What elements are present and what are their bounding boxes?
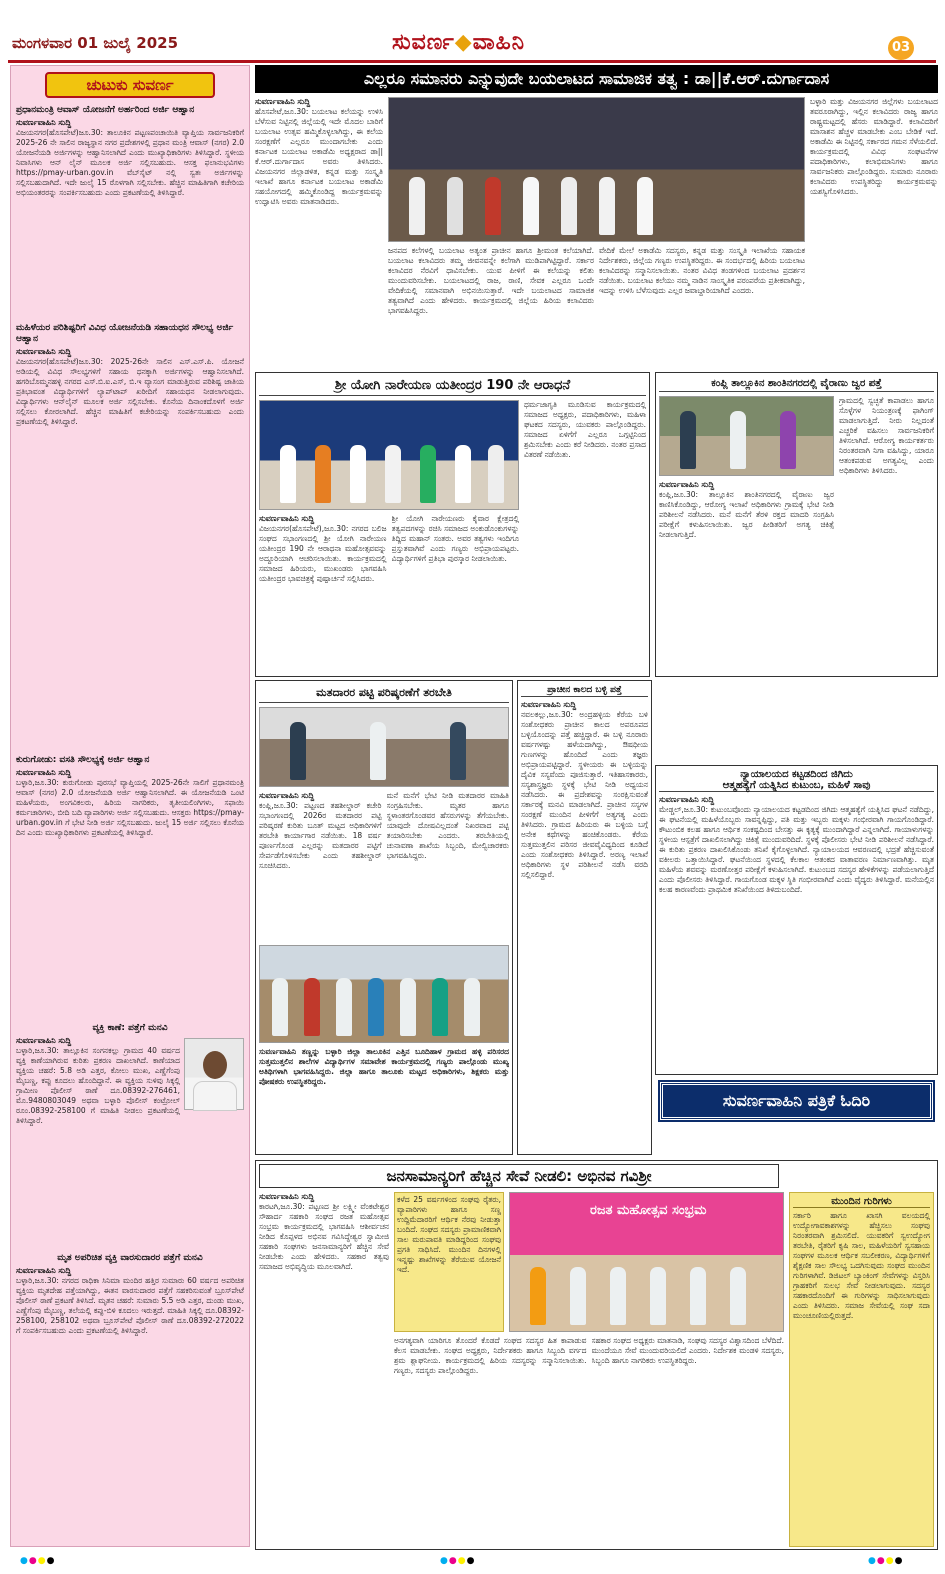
brief-unidentified-body bbox=[11, 1250, 249, 1540]
black-dot-icon: ● bbox=[894, 1556, 904, 1566]
logo-left: ಸುವರ್ಣ bbox=[392, 30, 455, 55]
matadara-text-1: ಕಂಪ್ಲಿ,ಜೂ.30: ಪಟ್ಟಣದ ತಹಶೀಲ್ದಾರ್ ಕಚೇರಿ ಸಭಾಂಗಣದಲ್ಲಿ 2026ರ ಮತದಾರರ ಪಟ್ಟಿ ಪರಿಷ್ಕರಣೆ ಕುರಿತು ಬೂತ್ ಮಟ್ಟದ ಅಧಿಕಾರಿಗಳಿಗೆ ತರಬೇತಿ ಕಾರ್ಯಾಗಾರ ನಡೆಯಿತು. 18 ವರ್ಷ ಪೂರ್ಣಗೊಂಡ ಎಲ್ಲರನ್ನು ಮತದಾರರ ಪಟ್ಟಿಗೆ ಸೇರ್ಪಡೆಗೊಳಿಸಬೇಕು ಎಂದು ತಹಶೀಲ್ದಾರ್ ಸೂಚಿಸಿದರು. bbox=[259, 801, 382, 870]
matadara-headline: ಮತದಾರರ ಪಟ್ಟಿ ಪರಿಷ್ಕರಣೆಗೆ ತರಬೇತಿ bbox=[259, 684, 509, 703]
brief-headline: ಮಹಿಳೆಯರ ಪರಿಶಿಷ್ಟರಿಗೆ ವಿವಿಧ ಯೋಜನೆಯಡಿ ಸಹಾಯಧನ ಸೌಲಭ್ಯ ಅರ್ಜಿ ಆಹ್ವಾನ bbox=[16, 323, 234, 344]
yogi-article bbox=[255, 372, 650, 677]
logo-separator-icon: ◆ bbox=[454, 30, 473, 55]
brief-source: ಸುವರ್ಣವಾಹಿನಿ ಸುದ್ದಿ bbox=[16, 347, 72, 356]
abhinava-text-2: ಕಳೆದ 25 ವರ್ಷಗಳಿಂದ ಸಂಘವು ರೈತರು, ವ್ಯಾಪಾರಿಗಳು ಹಾಗೂ ಸಣ್ಣ ಉದ್ದಿಮೆದಾರರಿಗೆ ಆರ್ಥಿಕ ನೆರವು ನೀಡುತ್ತಾ ಬಂದಿದೆ. ಸಂಘದ ಸದಸ್ಯರು ಪ್ರಾಮಾಣಿಕವಾಗಿ ಸಾಲ ಮರುಪಾವತಿ ಮಾಡಿದ್ದರಿಂದ ಸಂಘವು ಪ್ರಗತಿ ಸಾಧಿಸಿದೆ. ಮುಂದಿನ ದಿನಗಳಲ್ಲಿ ಇನ್ನಷ್ಟು ಶಾಖೆಗಳನ್ನು ತೆರೆಯುವ ಯೋಜನೆ ಇದೆ. bbox=[394, 1192, 504, 1332]
magenta-dot-icon: ● bbox=[28, 1556, 38, 1566]
abhinava-text-4: ಸಹಕಾರ ಸಂಘದ ಅಧ್ಯಕ್ಷರು ಮಾತನಾಡಿ, ಸಂಘವು ಸದಸ್ಯರ ವಿಶ್ವಾಸದಿಂದ ಬೆಳೆದಿದೆ. ಮುಂದೆಯೂ ಸೇವೆ ಮುಂದುವರಿಯಲಿದೆ ಎಂದರು. ನಿರ್ದೇಶಕ ಮಂಡಳಿ ಸದಸ್ಯರು, ಸಿಬ್ಬಂದಿ ಹಾಗೂ ನಾಗರಿಕರು ಉಪಸ್ಥಿತರಿದ್ದರು. bbox=[591, 1336, 784, 1365]
court-headline-2: ಆತ್ಮಹತ್ಯೆಗೆ ಯತ್ನಿಸಿದ ಕುಟುಂಬ, ಮಹಿಳೆ ಸಾವು bbox=[659, 780, 934, 792]
brief-body: ಬಳ್ಳಾರಿ,ಜೂ.30: ತಾಲ್ಲೂಕಿನ ಸಂಗನಕಲ್ಲು ಗ್ರಾಮದ 40 ವರ್ಷದ ವ್ಯಕ್ತಿ ಕಾಣೆಯಾಗಿರುವ ಕುರಿತು ಪ್ರಕರಣ ದಾಖಲಾಗಿದೆ. ಕಾಣೆಯಾದ ವ್ಯಕ್ತಿಯ ಚಹರೆ: 5.8 ಅಡಿ ಎತ್ತರ, ಕೋಲು ಮುಖ, ಎಣ್ಣೆಗೆಂಪು ಮೈಬಣ್ಣ, ಕಪ್ಪು ಕೂದಲು ಹೊಂದಿದ್ದಾನೆ. ಈ ವ್ಯಕ್ತಿಯ ಸುಳಿವು ಸಿಕ್ಕಲ್ಲಿ ಗ್ರಾಮೀಣ ಪೊಲೀಸ್ ಠಾಣೆ ದೂ.08392-276461, ಮೊ.9480803049 ಅಥವಾ ಬಳ್ಳಾರಿ ಪೊಲೀಸ್ ಕಂಟ್ರೋಲ್ ರೂಂ.08392-258100 ಗೆ ಮಾಹಿತಿ ನೀಡಲು ಪ್ರಕಟಣೆಯಲ್ಲಿ ತಿಳಿಸಿದ್ದಾರೆ. bbox=[16, 1046, 180, 1125]
brief-body: ವಿಜಯನಗರ(ಹೊಸಪೇಟೆ)ಜೂ.30: 2025-26ನೇ ಸಾಲಿನ ಎಸ್.ಎಸ್.ಪಿ. ಯೋಜನೆ ಅಡಿಯಲ್ಲಿ ವಿವಿಧ ಸೌಲಭ್ಯಗಳಿಗೆ ಸಹಾಯ ಧನಕ್ಕಾಗಿ ಅರ್ಜಿಗಳನ್ನು ಆಹ್ವಾನಿಸಲಾಗಿದೆ. ಹಗರಿಬೊಮ್ಮನಹಳ್ಳಿ ನಗರದ ಎಸ್.ಬಿ.ಐ.ಎಸ್, ಬಿ.ಇ ವ್ಯಾಸಂಗ ಮಾಡುತ್ತಿರುವ ಪರಿಶಿಷ್ಟ ಜಾತಿಯ ಪ್ರತಿಭಾವಂತ ವಿದ್ಯಾರ್ಥಿಗಳಿಗೆ ಲ್ಯಾಪ್‌ಟಾಪ್ ಖರೀದಿಗೆ ಸಹಾಯಧನ ನೀಡಲಾಗುವುದು. ವಿದ್ಯಾರ್ಥಿಗಳು ಆನ್‌ಲೈನ್ ಮೂಲಕ ಅರ್ಜಿ ಸಲ್ಲಿಸಬೇಕು. ಕೊನೆಯ ದಿನಾಂಕದೊಳಗೆ ಅರ್ಜಿ ಸಲ್ಲಿಸಲು ಕೋರಲಾಗಿದೆ. ಹೆಚ್ಚಿನ ಮಾಹಿತಿಗೆ ಕಚೇರಿಯನ್ನು ಸಂಪರ್ಕಿಸಬಹುದು ಎಂದು ಪ್ರಕಟಣೆಯಲ್ಲಿ ತಿಳಿಸಿದ್ದಾರೆ. bbox=[16, 357, 244, 426]
health-camp-scene bbox=[660, 397, 833, 475]
lead-lower-cols bbox=[388, 246, 805, 365]
yogi-photo bbox=[259, 400, 519, 510]
brief-scholarship bbox=[11, 320, 249, 752]
yogi-text-3: ಧರ್ಮಜಾಗೃತಿ ಮೂಡಿಸುವ ಕಾರ್ಯಕ್ರಮದಲ್ಲಿ ಸಮಾಜದ ಅಧ್ಯಕ್ಷರು, ಪದಾಧಿಕಾರಿಗಳು, ಮಹಿಳಾ ಘಟಕದ ಸದಸ್ಯರು, ಯುವಕರು ಪಾಲ್ಗೊಂಡಿದ್ದರು. ಸಮಾಜದ ಏಳಿಗೆಗೆ ಎಲ್ಲರೂ ಒಗ್ಗಟ್ಟಿನಿಂದ ಶ್ರಮಿಸಬೇಕು ಎಂದು ಕರೆ ನೀಡಿದರು. ನಂತರ ಪ್ರಸಾದ ವಿತರಣೆ ನಡೆಯಿತು. bbox=[524, 400, 646, 459]
read-paper-ad: ಸುವರ್ಣವಾಹಿನಿ ಪತ್ರಿಕೆ ಓದಿರಿ bbox=[660, 1082, 933, 1120]
person-figure bbox=[570, 1267, 586, 1325]
brief-source: ಸುವರ್ಣವಾಹಿನಿ ಸುದ್ದಿ bbox=[16, 768, 72, 777]
masthead-rule bbox=[8, 60, 936, 63]
yellow-dot-icon: ● bbox=[37, 1556, 47, 1566]
person-figure bbox=[272, 978, 288, 1036]
black-dot-icon: ● bbox=[466, 1556, 476, 1566]
abhinava-mid bbox=[394, 1192, 784, 1547]
person-figure bbox=[315, 445, 331, 503]
yellow-dot-icon: ● bbox=[457, 1556, 467, 1566]
kampli-text-2: ಗ್ರಾಮದಲ್ಲಿ ಸ್ವಚ್ಛತೆ ಕಾಪಾಡಲು ಹಾಗೂ ಸೊಳ್ಳೆಗಳ ನಿಯಂತ್ರಣಕ್ಕೆ ಫಾಗಿಂಗ್ ಮಾಡಲಾಗುತ್ತಿದೆ. ನೀರು ನಿಲ್ಲದಂತೆ ಎಚ್ಚರಿಕೆ ವಹಿಸಲು ಸಾರ್ವಜನಿಕರಿಗೆ ತಿಳಿಸಲಾಗಿದೆ. ಆರೋಗ್ಯ ಕಾರ್ಯಕರ್ತರು ನಿರಂತರವಾಗಿ ನಿಗಾ ವಹಿಸಿದ್ದು, ಯಾರೂ ಆತಂಕಪಡುವ ಅಗತ್ಯವಿಲ್ಲ ಎಂದು ಅಧಿಕಾರಿಗಳು ತಿಳಿಸಿದರು. bbox=[839, 396, 934, 475]
lead-body bbox=[255, 97, 938, 365]
brief-source: ಸುವರ್ಣವಾಹಿನಿ ಸುದ್ದಿ bbox=[16, 118, 72, 127]
brief-missing-person bbox=[11, 1020, 249, 1250]
brief-headline: ಪ್ರಧಾನಮಂತ್ರಿ ಆವಾಸ್ ಯೋಜನೆಗೆ ಅರ್ಹರಿಂದ ಅರ್ಜಿ ಆಹ್ವಾನ bbox=[16, 105, 195, 115]
person-figure bbox=[488, 445, 504, 503]
black-dot-icon: ● bbox=[46, 1556, 56, 1566]
lead-photo-and-cols bbox=[388, 97, 805, 365]
person-figure bbox=[409, 177, 425, 235]
person-figure bbox=[599, 177, 615, 235]
cyan-dot-icon: ● bbox=[20, 1556, 29, 1566]
abhinava-dateline: ಸುವರ್ಣವಾಹಿನಿ ಸುದ್ದಿ bbox=[259, 1192, 315, 1201]
yogi-lower-cols bbox=[259, 514, 519, 670]
yogi-text-2: ಶ್ರೀ ಯೋಗಿ ನಾರೇಯಣರು ಕೈವಾರ ಕ್ಷೇತ್ರದಲ್ಲಿ ತತ್ವಪದಗಳನ್ನು ರಚಿಸಿ ಸಮಾಜದ ಅಂಕುಡೊಂಕುಗಳನ್ನು ತಿದ್ದಿದ ಮಹಾನ್ ಸಂತರು. ಅವರ ತತ್ವಗಳು ಇಂದಿಗೂ ಪ್ರಸ್ತುತವಾಗಿವೆ ಎಂದು ಗಣ್ಯರು ಅಭಿಪ್ರಾಯಪಟ್ಟರು. ವಿದ್ಯಾರ್ಥಿಗಳಿಗೆ ಪ್ರತಿಭಾ ಪುರಸ್ಕಾರ ನೀಡಲಾಯಿತು. bbox=[391, 514, 519, 563]
lead-text-1: ಹೊಸಪೇಟೆ,ಜೂ.30: ಬಯಲಾಟ ಕಲೆಯನ್ನು ಉಳಿಸಿ ಬೆಳೆಸುವ ನಿಟ್ಟಿನಲ್ಲಿ ಜಿಲ್ಲೆಯಲ್ಲಿ ಇದೇ ಮೊದಲ ಬಾರಿಗೆ ಬಯಲಾಟ ಉತ್ಸವ ಹಮ್ಮಿಕೊಳ್ಳಲಾಗಿದ್ದು, ಈ ಕಲೆಯ ಸಂರಕ್ಷಣೆಗೆ ಎಲ್ಲರೂ ಮುಂದಾಗಬೇಕು ಎಂದು ಕರ್ನಾಟಕ ಬಯಲಾಟ ಅಕಾಡೆಮಿ ಅಧ್ಯಕ್ಷರಾದ ಡಾ||ಕೆ.ಆರ್.ದುರ್ಗಾದಾಸ ಅವರು ತಿಳಿಸಿದರು. ವಿಜಯನಗರ ಜಿಲ್ಲಾಡಳಿತ, ಕನ್ನಡ ಮತ್ತು ಸಂಸ್ಕೃತಿ ಇಲಾಖೆ ಹಾಗೂ ಕರ್ನಾಟಕ ಬಯಲಾಟ ಅಕಾಡೆಮಿ ಸಹಯೋಗದಲ್ಲಿ ಹಮ್ಮಿಕೊಂಡಿದ್ದ ಕಾರ್ಯಕ್ರಮವನ್ನು ಉದ್ಘಾಟಿಸಿ ಅವರು ಮಾತನಾಡಿದರು. bbox=[255, 107, 383, 206]
kampli-col-1 bbox=[659, 480, 834, 666]
person-figure bbox=[280, 445, 296, 503]
balli-dateline: ಸುವರ್ಣವಾಹಿನಿ ಸುದ್ದಿ bbox=[521, 700, 577, 709]
brief-headline: ಮೃತ ಅಪರಿಚಿತ ವ್ಯಕ್ತಿ ವಾರಸುದಾರರ ಪತ್ತೆಗೆ ಮನವಿ bbox=[57, 1253, 203, 1263]
person-figure bbox=[447, 177, 463, 235]
abhinava-text-1: ಕಾರಟಗಿ,ಜೂ.30: ಪಟ್ಟಣದ ಶ್ರೀ ಲಕ್ಷ್ಮೀ ವೆಂಕಟೇಶ್ವರ ಸೌಹಾರ್ದ ಸಹಕಾರಿ ಸಂಘದ ರಜತ ಮಹೋತ್ಸವ ಸಂಭ್ರಮ ಕಾರ್ಯಕ್ರಮದಲ್ಲಿ ಭಾಗವಹಿಸಿ ಆಶೀರ್ವಚನ ನೀಡಿದ ಕೊಪ್ಪಳದ ಅಭಿನವ ಗವಿಸಿದ್ಧೇಶ್ವರ ಸ್ವಾಮೀಜಿ ಸಹಕಾರಿ ಸಂಘಗಳು ಜನಸಾಮಾನ್ಯರಿಗೆ ಹೆಚ್ಚಿನ ಸೇವೆ ನೀಡಬೇಕು ಎಂದು ಹೇಳಿದರು. ಸಹಕಾರ ತತ್ವವು ಸಮಾಜದ ಅಭಿವೃದ್ಧಿಯ ಮೂಲವಾಗಿದೆ. bbox=[259, 1202, 389, 1271]
lead-text-3: ವೇದಿಕೆ ಮೇಲೆ ಅಕಾಡೆಮಿ ಸದಸ್ಯರು, ಕನ್ನಡ ಮತ್ತು ಸಂಸ್ಕೃತಿ ಇಲಾಖೆಯ ಸಹಾಯಕ ನಿರ್ದೇಶಕರು, ಜಿಲ್ಲೆಯ ಗಣ್ಯರು ಉಪಸ್ಥಿತರಿದ್ದರು. ಈ ಸಂದರ್ಭದಲ್ಲಿ ಹಿರಿಯ ಬಯಲಾಟ ಕಲಾವಿದರನ್ನು ಸನ್ಮಾನಿಸಲಾಯಿತು. ನಂತರ ವಿವಿಧ ತಂಡಗಳಿಂದ ಬಯಲಾಟ ಪ್ರದರ್ಶನ ನಡೆಯಿತು. ಬಯಲಾಟ ಕಲೆಯು ನಮ್ಮ ನಾಡಿನ ಸಾಂಸ್ಕೃತಿಕ ಪರಂಪರೆಯ ಪ್ರತೀಕವಾಗಿದ್ದು, ಇದನ್ನು ಉಳಿಸಿ ಬೆಳೆಸುವುದು ಎಲ್ಲರ ಜವಾಬ್ದಾರಿಯಾಗಿದೆ ಎಂದರು. bbox=[599, 246, 805, 295]
person-figure bbox=[780, 411, 796, 469]
mundina-box bbox=[789, 1192, 934, 1547]
yogi-dateline: ಸುವರ್ಣವಾಹಿನಿ ಸುದ್ದಿ bbox=[259, 514, 315, 523]
person-shirt-icon bbox=[193, 1081, 237, 1111]
court-headline: ನ್ಯಾಯಾಲಯದ ಕಟ್ಟಡದಿಂದ ಜಿಗಿದು bbox=[740, 769, 853, 780]
registration-marks-right bbox=[868, 1556, 903, 1566]
cyan-dot-icon: ● bbox=[440, 1556, 449, 1566]
kampli-photo bbox=[659, 396, 834, 476]
kampli-dateline: ಸುವರ್ಣವಾಹಿನಿ ಸುದ್ದಿ bbox=[659, 480, 715, 489]
person-figure bbox=[350, 445, 366, 503]
abhinava-headline: ಜನಸಾಮಾನ್ಯರಿಗೆ ಹೆಚ್ಚಿನ ಸೇವೆ ನೀಡಲಿ: ಅಭಿನವ ಗವಿಶ್ರೀ bbox=[259, 1164, 779, 1188]
person-figure bbox=[690, 1267, 706, 1325]
kampli-photo-and-col bbox=[659, 396, 834, 666]
person-figure bbox=[530, 1267, 546, 1325]
issue-date: ಮಂಗಳವಾರ 01 ಜುಲೈ 2025 bbox=[12, 34, 179, 52]
magenta-dot-icon: ● bbox=[448, 1556, 458, 1566]
abhinava-col-1 bbox=[259, 1192, 389, 1547]
balli-col bbox=[521, 700, 648, 1150]
person-figure bbox=[637, 177, 653, 235]
kampli-article bbox=[655, 372, 938, 677]
training-photo bbox=[259, 707, 509, 787]
brief-source: ಸುವರ್ಣವಾಹಿನಿ ಸುದ್ದಿ bbox=[16, 1036, 72, 1045]
person-figure bbox=[420, 445, 436, 503]
kampli-headline: ಕಂಪ್ಲಿ ತಾಲ್ಲೂಕಿನ ಶಾಂತಿನಗರದಲ್ಲಿ ವೈರಾಣು ಜ್ವರ ಪತ್ತೆ bbox=[659, 376, 934, 392]
rajata-photo bbox=[509, 1192, 784, 1332]
person-figure bbox=[680, 411, 696, 469]
mundina-headline: ಮುಂದಿನ ಗುರಿಗಳು bbox=[793, 1196, 930, 1208]
student-event-photo bbox=[259, 945, 509, 1043]
yogi-body bbox=[259, 400, 646, 670]
person-figure bbox=[336, 978, 352, 1036]
brief-headline: ವ್ಯಕ್ತಿ ಕಾಣೆ: ಪತ್ತೆಗೆ ಮನವಿ bbox=[92, 1023, 168, 1033]
matadara-dateline: ಸುವರ್ಣವಾಹಿನಿ ಸುದ್ದಿ bbox=[259, 791, 315, 800]
registration-marks-left bbox=[20, 1556, 55, 1566]
brief-headline: ಕುರುಗೋಡು: ವಸತಿ ಸೌಲಭ್ಯಕ್ಕೆ ಅರ್ಜಿ ಆಹ್ವಾನ bbox=[16, 755, 150, 765]
court-dateline: ಸುವರ್ಣವಾಹಿನಿ ಸುದ್ದಿ bbox=[659, 795, 715, 804]
matadara-col-1 bbox=[259, 791, 382, 941]
lead-article bbox=[255, 65, 938, 370]
lead-photo bbox=[388, 97, 805, 242]
matadara-article bbox=[255, 680, 513, 1155]
abhinava-text-3: ಅನಗತ್ಯವಾಗಿ ಯಾರಿಗೂ ತೊಂದರೆ ಕೊಡದೆ ಸಂಘದ ಸದಸ್ಯರ ಹಿತ ಕಾಪಾಡುವ ಕೆಲಸ ಮಾಡಬೇಕು. ಸಂಘದ ಅಧ್ಯಕ್ಷರು, ನಿರ್ದೇಶಕರು ಹಾಗೂ ಸಿಬ್ಬಂದಿ ವರ್ಗದ ಶ್ರಮ ಶ್ಲಾಘನೀಯ. ಕಾರ್ಯಕ್ರಮದಲ್ಲಿ ಹಿರಿಯ ಸದಸ್ಯರನ್ನು ಸನ್ಮಾನಿಸಲಾಯಿತು. ಗಣ್ಯರು, ಸದಸ್ಯರು ಪಾಲ್ಗೊಂಡಿದ್ದರು. bbox=[394, 1336, 587, 1375]
brief-body: ವಿಜಯನಗರ(ಹೊಸಪೇಟೆ)ಜೂ.30: ತಾಲೂಕಿನ ಪಟ್ಟಣಪಂಚಾಯಿತಿ ವ್ಯಾಪ್ತಿಯ ಸಾರ್ವಜನಿಕರಿಗೆ 2025-26 ನೇ ಸಾಲಿನ ರಾಜ್ಯಸ್ಥಾನ ನಗರ ಪ್ರದೇಶಗಳಲ್ಲಿ ಪ್ರಧಾನ ಮಂತ್ರಿ ಆವಾಸ್ (ನಗರ) 2.0 ಯೋಜನೆಯಡಿ ಅರ್ಜಿಗಳನ್ನು ಆಹ್ವಾನಿಸಲಾಗಿದೆ ಎಂದು ಮುಖ್ಯಾಧಿಕಾರಿಗಳು ತಿಳಿಸಿದ್ದಾರೆ. ಸ್ಥಳೀಯ ನಿವಾಸಿಗಳು ಆನ್ ಲೈನ್ ಮೂಲಕ ಅರ್ಜಿ ಸಲ್ಲಿಸಬಹುದು. ಆಸಕ್ತ ಫಲಾನುಭವಿಗಳು https://pmay-urban.gov.in ವೆಬ್‌ಸೈಟ್ ನಲ್ಲಿ ಸ್ವತಃ ಅರ್ಜಿಗಳನ್ನು ಸಲ್ಲಿಸಬಹುದಾಗಿದೆ. ಇದೇ ಜುಲೈ 15 ರೊಳಗಾಗಿ ಸಲ್ಲಿಸಬೇಕು. ಹೆಚ್ಚಿನ ಮಾಹಿತಿಗಾಗಿ ಕಚೇರಿಯ ಅಭಿಯಂತರರನ್ನು ಸಂಪರ್ಕಿಸಬಹುದು ಎಂದು ಪ್ರಕಟಣೆಯಲ್ಲಿ ತಿಳಿಸಿದ್ದಾರೆ. bbox=[16, 128, 244, 197]
person-figure bbox=[450, 722, 466, 780]
lamp-lighting-scene bbox=[389, 98, 804, 241]
person-figure bbox=[368, 978, 384, 1036]
person-figure bbox=[432, 978, 448, 1036]
masthead bbox=[0, 0, 945, 58]
logo-right: ವಾಹಿನಿ bbox=[472, 30, 525, 55]
person-head-icon bbox=[203, 1051, 227, 1079]
person-figure bbox=[370, 722, 386, 780]
person-figure bbox=[650, 1267, 666, 1325]
chutuku-section-title: ಚುಟುಕು ಸುವರ್ಣ bbox=[45, 72, 215, 98]
abhinava-lower-cols bbox=[394, 1336, 784, 1547]
person-figure bbox=[561, 177, 577, 235]
yogi-photo-and-cols bbox=[259, 400, 519, 670]
abhinava-body bbox=[259, 1192, 934, 1547]
matadara-text-2: ಮನೆ ಮನೆಗೆ ಭೇಟಿ ನೀಡಿ ಮತದಾರರ ಮಾಹಿತಿ ಸಂಗ್ರಹಿಸಬೇಕು. ಮೃತರ ಹಾಗೂ ಸ್ಥಳಾಂತರಗೊಂಡವರ ಹೆಸರುಗಳನ್ನು ತೆಗೆಯಬೇಕು. ಯಾವುದೇ ದೋಷವಿಲ್ಲದಂತೆ ನಿಖರವಾದ ಪಟ್ಟಿ ತಯಾರಿಸಬೇಕು ಎಂದರು. ತರಬೇತಿಯಲ್ಲಿ ಚುನಾವಣಾ ಶಾಖೆಯ ಸಿಬ್ಬಂದಿ, ಮೇಲ್ವಿಚಾರಕರು ಭಾಗವಹಿಸಿದ್ದರು. bbox=[386, 791, 509, 860]
student-event-caption: ಸುವರ್ಣವಾಹಿನಿ ತಣ್ಣನ್ನು ಬಳ್ಳಾರಿ ಜಿಲ್ಲಾ ತಾಲೂಕಿನ ಎತ್ತಿನ ಬೂದಿಹಾಳ ಗ್ರಾಮದ ಹಳ್ಳಿ ಪರಿಸರದ ಸುತ್ತಮುತ್ತಲಿನ ಶಾಲೆಗಳ ವಿದ್ಯಾರ್ಥಿಗಳ ಸಮಾವೇಶ ಕಾರ್ಯಕ್ರಮದಲ್ಲಿ ಗಣ್ಯರು ಪಾಲ್ಗೊಂಡು ಮುಖ್ಯ ಅತಿಥಿಗಳಾಗಿ ಭಾಗವಹಿಸಿದ್ದರು. ಜಿಲ್ಲಾ ಹಾಗೂ ತಾಲೂಕು ಮಟ್ಟದ ಅಧಿಕಾರಿಗಳು, ಶಿಕ್ಷಕರು ಮತ್ತು ಪೋಷಕರು ಉಪಸ್ಥಿತರಿದ್ದರು. bbox=[259, 1047, 509, 1086]
brief-body: ಬಳ್ಳಾರಿ,ಜೂ.30: ಕುರುಗೋಡು ಪುರಸಭೆ ವ್ಯಾಪ್ತಿಯಲ್ಲಿ 2025-26ನೇ ಸಾಲಿಗೆ ಪ್ರಧಾನಮಂತ್ರಿ ಆವಾಸ್ (ನಗರ) 2.0 ಯೋಜನೆಯಡಿ ಅರ್ಜಿ ಆಹ್ವಾನಿಸಲಾಗಿದೆ. ಈ ಯೋಜನೆಯಡಿ ಒಂಟಿ ಮಹಿಳೆಯರು, ಅಂಗವಿಕಲರು, ಹಿರಿಯ ನಾಗರಿಕರು, ತೃತೀಯಲಿಂಗಿಗಳು, ಸಫಾಯಿ ಕರ್ಮಚಾರಿಗಳು, ಬೀದಿ ಬದಿ ವ್ಯಾಪಾರಿಗಳು ಅರ್ಜಿ ಸಲ್ಲಿಸಬಹುದು. ಆಸಕ್ತರು https://pmay-urban.gov.in ಗೆ ಭೇಟಿ ನೀಡಿ ಅರ್ಜಿ ಸಲ್ಲಿಸಬಹುದು. ಜುಲೈ 15 ಅರ್ಜಿ ಸಲ್ಲಿಸಲು ಕೊನೆಯ ದಿನ ಎಂದು ಮುಖ್ಯಾಧಿಕಾರಿಗಳು ಪ್ರಕಟಣೆಯಲ್ಲಿ ತಿಳಿಸಿದ್ದಾರೆ. bbox=[16, 778, 244, 837]
brief-body: ಬಳ್ಳಾರಿ,ಜೂ.30: ನಗರದ ರಾಧಿಕಾ ಸಿನಿಮಾ ಮಂದಿರ ಹತ್ತಿರ ಸುಮಾರು 60 ವರ್ಷದ ಅಪರಿಚಿತ ವ್ಯಕ್ತಿಯ ಮೃತದೇಹ ಪತ್ತೆಯಾಗಿದ್ದು, ಈತನ ವಾರಸುದಾರರ ಪತ್ತೆಗೆ ಸಹಕರಿಸುವಂತೆ ಬ್ರೂಸ್‌ಪೇಟೆ ಪೊಲೀಸ್ ಠಾಣೆ ಪ್ರಕಟಣೆ ತಿಳಿಸಿದೆ. ಮೃತನ ಚಹರೆ: ಸುಮಾರು 5.5 ಅಡಿ ಎತ್ತರ, ದುಂಡು ಮುಖ, ಎಣ್ಣೆಗೆಂಪು ಮೈಬಣ್ಣ, ತಲೆಯಲ್ಲಿ ಕಪ್ಪು-ಬಿಳಿ ಕೂದಲು ಇರುತ್ತದೆ. ಮಾಹಿತಿ ಸಿಕ್ಕಲ್ಲಿ ದೂ.08392-258100, 258102 ಅಥವಾ ಬ್ರೂಸ್‌ಪೇಟೆ ಪೊಲೀಸ್ ಠಾಣೆ ದೂ.08392-272022 ಗೆ ಸಂಪರ್ಕಿಸಬಹುದು ಎಂದು ಪ್ರಕಟಣೆಯಲ್ಲಿ ತಿಳಿಸಿದ್ದಾರೆ. bbox=[16, 1276, 244, 1335]
person-figure bbox=[385, 445, 401, 503]
person-figure bbox=[400, 978, 416, 1036]
person-figure bbox=[523, 177, 539, 235]
yogi-col-1 bbox=[259, 514, 387, 670]
person-figure bbox=[304, 978, 320, 1036]
person-figure bbox=[464, 978, 480, 1036]
mundina-text: ಸರ್ಕಾರಿ ಹಾಗೂ ಖಾಸಗಿ ವಲಯದಲ್ಲಿ ಉದ್ಯೋಗಾವಕಾಶಗಳನ್ನು ಹೆಚ್ಚಿಸಲು ಸಂಘವು ನಿರಂತರವಾಗಿ ಶ್ರಮಿಸಲಿದೆ. ಯುವಕರಿಗೆ ಸ್ವಉದ್ಯೋಗ ತರಬೇತಿ, ರೈತರಿಗೆ ಕೃಷಿ ಸಾಲ, ಮಹಿಳೆಯರಿಗೆ ಸ್ವಸಹಾಯ ಸಂಘಗಳ ಮೂಲಕ ಆರ್ಥಿಕ ಸಬಲೀಕರಣ, ವಿದ್ಯಾರ್ಥಿಗಳಿಗೆ ಶೈಕ್ಷಣಿಕ ಸಾಲ ಸೌಲಭ್ಯ ಒದಗಿಸುವುದು ಸಂಘದ ಮುಂದಿನ ಗುರಿಗಳಾಗಿವೆ. ಡಿಜಿಟಲ್ ಬ್ಯಾಂಕಿಂಗ್ ಸೇವೆಗಳನ್ನು ವಿಸ್ತರಿಸಿ ಗ್ರಾಹಕರಿಗೆ ಸುಲಭ ಸೇವೆ ನೀಡಲಾಗುವುದು. ಸದಸ್ಯರ ಸಹಕಾರದೊಂದಿಗೆ ಈ ಗುರಿಗಳನ್ನು ಸಾಧಿಸಲಾಗುವುದು ಎಂದು ತಿಳಿಸಿದರು. ಸಮಾಜ ಸೇವೆಯಲ್ಲಿ ಸಂಘ ಸದಾ ಮುಂಚೂಣಿಯಲ್ಲಿರುತ್ತದೆ. bbox=[793, 1211, 930, 1320]
kampli-text-1: ಕಂಪ್ಲಿ,ಜೂ.30: ತಾಲ್ಲೂಕಿನ ಶಾಂತಿನಗರದಲ್ಲಿ ವೈರಾಣು ಜ್ವರ ಕಾಣಿಸಿಕೊಂಡಿದ್ದು, ಆರೋಗ್ಯ ಇಲಾಖೆ ಅಧಿಕಾರಿಗಳು ಗ್ರಾಮಕ್ಕೆ ಭೇಟಿ ನೀಡಿ ಪರಿಶೀಲನೆ ನಡೆಸಿದರು. ಮನೆ ಮನೆಗೆ ತೆರಳಿ ರಕ್ತದ ಮಾದರಿ ಸಂಗ್ರಹಿಸಿ ಪರೀಕ್ಷೆಗೆ ಕಳುಹಿಸಲಾಯಿತು. ಜ್ವರ ಪೀಡಿತರಿಗೆ ಅಗತ್ಯ ಚಿಕಿತ್ಸೆ ನೀಡಲಾಗುತ್ತಿದೆ. bbox=[659, 490, 834, 539]
magenta-dot-icon: ● bbox=[876, 1556, 886, 1566]
balli-headline: ಪ್ರಾಚೀನ ಕಾಲದ ಬಳ್ಳಿ ಪತ್ತೆ bbox=[521, 684, 648, 697]
yogi-text-1: ವಿಜಯನಗರ(ಹೊಸಪೇಟೆ),ಜೂ.30: ನಗರದ ಬಲಿಜ ಸಂಘದ ಸಭಾಂಗಣದಲ್ಲಿ ಶ್ರೀ ಯೋಗಿ ನಾರೇಯಣ ಯತೀಂದ್ರರ 190 ನೇ ಆರಾಧನಾ ಮಹೋತ್ಸವವನ್ನು ಅದ್ದೂರಿಯಾಗಿ ಆಚರಿಸಲಾಯಿತು. ಕಾರ್ಯಕ್ರಮದಲ್ಲಿ ಸಮಾಜದ ಹಿರಿಯರು, ಮುಖಂಡರು ಭಾಗವಹಿಸಿ ಯತೀಂದ್ರರ ಭಾವಚಿತ್ರಕ್ಕೆ ಪುಷ್ಪಾರ್ಚನೆ ಸಲ್ಲಿಸಿದರು. bbox=[259, 524, 387, 583]
court-col bbox=[659, 795, 934, 1060]
abhinava-article bbox=[255, 1160, 938, 1550]
newspaper-logo bbox=[392, 30, 525, 55]
stage-scene bbox=[260, 401, 518, 509]
rajata-stage-scene bbox=[510, 1193, 783, 1331]
person-figure bbox=[290, 722, 306, 780]
person-figure bbox=[455, 445, 471, 503]
matadara-body bbox=[259, 791, 509, 941]
lead-col-1 bbox=[255, 97, 383, 365]
brief-kurugodu bbox=[11, 752, 249, 1020]
person-figure bbox=[730, 411, 746, 469]
balli-article bbox=[517, 680, 652, 1155]
missing-person-photo bbox=[184, 1038, 244, 1110]
person-figure bbox=[485, 177, 501, 235]
brief-source: ಸುವರ್ಣವಾಹಿನಿ ಸುದ್ದಿ bbox=[16, 1266, 72, 1275]
court-article bbox=[655, 765, 938, 1075]
kampli-body bbox=[659, 396, 934, 666]
chutuku-suvarna-column bbox=[10, 65, 250, 1547]
registration-marks-center bbox=[440, 1556, 475, 1566]
yogi-headline: ಶ್ರೀ ಯೋಗಿ ನಾರೇಯಣ ಯತೀಂದ್ರರ 190 ನೇ ಆರಾಧನೆ bbox=[259, 376, 646, 396]
lead-text-4: ಬಳ್ಳಾರಿ ಮತ್ತು ವಿಜಯನಗರ ಜಿಲ್ಲೆಗಳು ಬಯಲಾಟದ ತವರೂರಾಗಿದ್ದು, ಇಲ್ಲಿನ ಕಲಾವಿದರು ರಾಜ್ಯ ಹಾಗೂ ರಾಷ್ಟ್ರಮಟ್ಟದಲ್ಲಿ ಹೆಸರು ಮಾಡಿದ್ದಾರೆ. ಕಲಾವಿದರಿಗೆ ಮಾಸಾಶನ ಹೆಚ್ಚಳ ಮಾಡಬೇಕು ಎಂಬ ಬೇಡಿಕೆ ಇದೆ. ಅಕಾಡೆಮಿ ಈ ನಿಟ್ಟಿನಲ್ಲಿ ಸರ್ಕಾರದ ಗಮನ ಸೆಳೆಯಲಿದೆ. ಕಾರ್ಯಕ್ರಮದಲ್ಲಿ ವಿವಿಧ ಸಂಘಟನೆಗಳ ಪದಾಧಿಕಾರಿಗಳು, ಕಲಾಭಿಮಾನಿಗಳು ಹಾಗೂ ಸಾರ್ವಜನಿಕರು ಪಾಲ್ಗೊಂಡಿದ್ದರು. ಸುಮಾರು ನೂರಾರು ಕಲಾವಿದರು ಉಪಸ್ಥಿತರಿದ್ದು ಕಾರ್ಯಕ್ರಮವನ್ನು ಯಶಸ್ವಿಗೊಳಿಸಿದರು. bbox=[810, 97, 938, 196]
page-number: 03 bbox=[888, 36, 914, 60]
person-figure bbox=[730, 1267, 746, 1325]
lead-headline: ಎಲ್ಲರೂ ಸಮಾನರು ಎನ್ನುವುದೇ ಬಯಲಾಟದ ಸಾಮಾಜಿಕ ತತ್ವ : ಡಾ||ಕೆ.ಆರ್.ದುರ್ಗಾದಾಸ bbox=[255, 65, 938, 93]
balli-text: ನವಲಕಲ್ಲು,ಜೂ.30: ಅಂದ್ರಹಳ್ಳಿಯ ಕೆರೆಯ ಬಳಿ ಸಂಶೋಧಕರು ಪ್ರಾಚೀನ ಕಾಲದ ಅಪರೂಪದ ಬಳ್ಳಿಯೊಂದನ್ನು ಪತ್ತೆ ಹಚ್ಚಿದ್ದಾರೆ. ಈ ಬಳ್ಳಿ ನೂರಾರು ವರ್ಷಗಳಷ್ಟು ಹಳೆಯದಾಗಿದ್ದು, ಔಷಧೀಯ ಗುಣಗಳನ್ನು ಹೊಂದಿದೆ ಎಂದು ತಜ್ಞರು ಅಭಿಪ್ರಾಯಪಟ್ಟಿದ್ದಾರೆ. ಸ್ಥಳೀಯರು ಈ ಬಳ್ಳಿಯನ್ನು ದೈವಿಕ ಸಸ್ಯವೆಂದು ಪೂಜಿಸುತ್ತಾರೆ. ಇತಿಹಾಸಕಾರರು, ಸಸ್ಯಶಾಸ್ತ್ರಜ್ಞರು ಸ್ಥಳಕ್ಕೆ ಭೇಟಿ ನೀಡಿ ಅಧ್ಯಯನ ನಡೆಸಿದರು. ಈ ಪ್ರದೇಶವನ್ನು ಸಂರಕ್ಷಿಸುವಂತೆ ಸರ್ಕಾರಕ್ಕೆ ಮನವಿ ಮಾಡಲಾಗಿದೆ. ಪ್ರಾಚೀನ ಸಸ್ಯಗಳ ಸಂರಕ್ಷಣೆ ಮುಂದಿನ ಪೀಳಿಗೆಗೆ ಅತ್ಯಗತ್ಯ ಎಂದು ತಿಳಿಸಿದರು. ಗ್ರಾಮದ ಹಿರಿಯರು ಈ ಬಳ್ಳಿಯ ಬಗ್ಗೆ ಅನೇಕ ಕಥೆಗಳನ್ನು ಹಂಚಿಕೊಂಡರು. ಕೆರೆಯ ಸುತ್ತಮುತ್ತಲಿನ ಪರಿಸರ ಜೀವವೈವಿಧ್ಯದಿಂದ ಕೂಡಿದೆ ಎಂದು ಸಂಶೋಧಕರು ತಿಳಿಸಿದ್ದಾರೆ. ಅರಣ್ಯ ಇಲಾಖೆ ಅಧಿಕಾರಿಗಳು ಸ್ಥಳ ಪರಿಶೀಲನೆ ನಡೆಸಿ ವರದಿ ಸಲ್ಲಿಸಲಿದ್ದಾರೆ. bbox=[521, 710, 648, 879]
training-scene bbox=[260, 708, 508, 786]
court-text: ಮೇಡ್ಚಲ್,ಜೂ.30: ಕುಟುಂಬವೊಂದು ನ್ಯಾಯಾಲಯದ ಕಟ್ಟಡದಿಂದ ಜಿಗಿದು ಆತ್ಮಹತ್ಯೆಗೆ ಯತ್ನಿಸಿದ ಘಟನೆ ನಡೆದಿದ್ದು, ಈ ಘಟನೆಯಲ್ಲಿ ಮಹಿಳೆಯೊಬ್ಬರು ಸಾವನ್ನಪ್ಪಿದ್ದು, ಪತಿ ಮತ್ತು ಇಬ್ಬರು ಮಕ್ಕಳು ಗಂಭೀರವಾಗಿ ಗಾಯಗೊಂಡಿದ್ದಾರೆ. ಕೌಟುಂಬಿಕ ಕಲಹ ಹಾಗೂ ಆರ್ಥಿಕ ಸಂಕಷ್ಟದಿಂದ ಬೇಸತ್ತು ಈ ಕೃತ್ಯಕ್ಕೆ ಮುಂದಾಗಿದ್ದಾರೆ ಎನ್ನಲಾಗಿದೆ. ಗಾಯಾಳುಗಳನ್ನು ಸ್ಥಳೀಯ ಆಸ್ಪತ್ರೆಗೆ ದಾಖಲಿಸಲಾಗಿದ್ದು ಚಿಕಿತ್ಸೆ ಮುಂದುವರಿದಿದೆ. ಸ್ಥಳಕ್ಕೆ ಪೊಲೀಸರು ಭೇಟಿ ನೀಡಿ ಪರಿಶೀಲನೆ ನಡೆಸಿದ್ದಾರೆ. ಈ ಕುರಿತು ಪ್ರಕರಣ ದಾಖಲಿಸಿಕೊಂಡು ತನಿಖೆ ಕೈಗೊಳ್ಳಲಾಗಿದೆ. ನ್ಯಾಯಾಲಯದ ಆವರಣದಲ್ಲಿ ಭದ್ರತೆ ಹೆಚ್ಚಿಸುವಂತೆ ವಕೀಲರು ಒತ್ತಾಯಿಸಿದ್ದಾರೆ. ಘಟನೆಯಿಂದ ಸ್ಥಳದಲ್ಲಿ ಕೆಲಕಾಲ ಆತಂಕದ ವಾತಾವರಣ ನಿರ್ಮಾಣವಾಗಿತ್ತು. ಮೃತ ಮಹಿಳೆಯ ಶವವನ್ನು ಮರಣೋತ್ತರ ಪರೀಕ್ಷೆಗೆ ಕಳುಹಿಸಲಾಗಿದೆ. ಕುಟುಂಬದ ಸದಸ್ಯರ ಹೇಳಿಕೆಗಳನ್ನು ಪಡೆಯಲಾಗುತ್ತಿದೆ ಎಂದು ಪೊಲೀಸರು ತಿಳಿಸಿದ್ದಾರೆ. ಗಾಯಗೊಂಡ ಮಕ್ಕಳ ಸ್ಥಿತಿ ಗಂಭೀರವಾಗಿದೆ ಎಂದು ವೈದ್ಯರು ತಿಳಿಸಿದ್ದಾರೆ. ಮನೆಯಲ್ಲಿನ ಕಲಹ ಕಾರಣವೆಂದು ಪ್ರಾಥಮಿಕ ತನಿಖೆಯಿಂದ ತಿಳಿದುಬಂದಿದೆ. bbox=[659, 805, 934, 894]
group-photo-scene bbox=[260, 946, 508, 1042]
lead-dateline: ಸುವರ್ಣವಾಹಿನಿ ಸುದ್ದಿ bbox=[255, 97, 311, 106]
cyan-dot-icon: ● bbox=[868, 1556, 877, 1566]
lead-text-2: ಜನಪದ ಕಲೆಗಳಲ್ಲಿ ಬಯಲಾಟ ಅತ್ಯಂತ ಪ್ರಾಚೀನ ಹಾಗೂ ಶ್ರೀಮಂತ ಕಲೆಯಾಗಿದೆ. ಬಯಲಾಟ ಕಲಾವಿದರು ತಮ್ಮ ಜೀವನವನ್ನೇ ಕಲೆಗಾಗಿ ಮುಡಿಪಾಗಿಟ್ಟಿದ್ದಾರೆ. ಸರ್ಕಾರ ಕಲಾವಿದರ ನೆರವಿಗೆ ಧಾವಿಸಬೇಕು. ಯುವ ಪೀಳಿಗೆ ಈ ಕಲೆಯನ್ನು ಕಲಿತು ಮುಂದುವರಿಸಬೇಕು. ಬಯಲಾಟದಲ್ಲಿ ರಾಜ, ರಾಣಿ, ಸೇವಕ ಎಲ್ಲರೂ ಒಂದೇ ವೇದಿಕೆಯಲ್ಲಿ ಸಮಾನವಾಗಿ ಅಭಿನಯಿಸುತ್ತಾರೆ. ಇದೇ ಬಯಲಾಟದ ಸಾಮಾಜಿಕ ತತ್ವವಾಗಿದೆ ಎಂದು ಹೇಳಿದರು. ಕಾರ್ಯಕ್ರಮದಲ್ಲಿ ಜಿಲ್ಲೆಯ ಹಿರಿಯ ಕಲಾವಿದರು ಭಾಗವಹಿಸಿದ್ದರು. bbox=[388, 246, 594, 315]
brief-pmay bbox=[11, 102, 249, 320]
rajata-banner: ರಜತ ಮಹೋತ್ಸವ ಸಂಭ್ರಮ bbox=[590, 1203, 707, 1218]
yellow-dot-icon: ● bbox=[885, 1556, 895, 1566]
abhinava-photo-row bbox=[394, 1192, 784, 1332]
person-figure bbox=[610, 1267, 626, 1325]
